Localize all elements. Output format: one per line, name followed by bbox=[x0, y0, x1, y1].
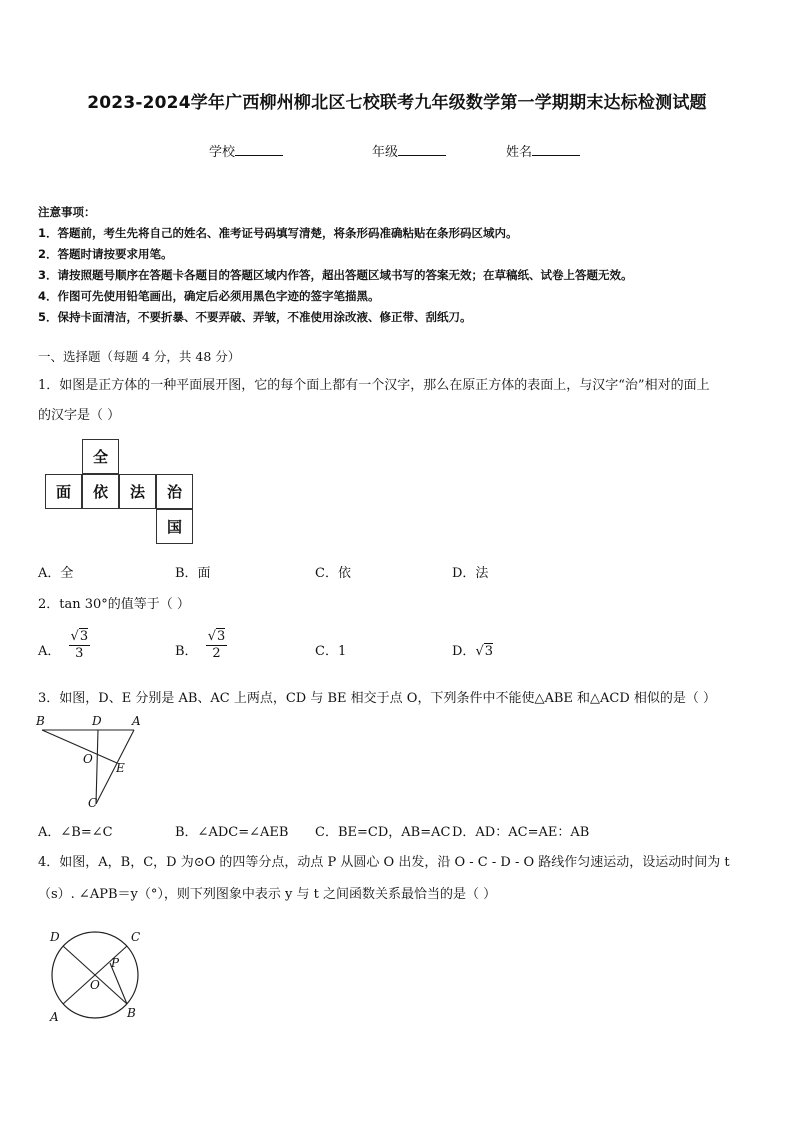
label-p: P bbox=[111, 956, 120, 970]
grade-blank bbox=[398, 144, 446, 156]
notes-block bbox=[38, 202, 758, 328]
section-heading: 一、选择题（每题 4 分，共 48 分） bbox=[38, 349, 241, 364]
q2-option-b[interactable] bbox=[175, 629, 227, 662]
page-title: 2023-2024学年广西柳州柳北区七校联考九年级数学第一学期期末达标检测试题 bbox=[87, 93, 707, 113]
q2-option-b-fraction: $\frac{√3}{2}$ bbox=[207, 629, 226, 661]
label-o: O bbox=[83, 752, 93, 766]
label-e: E bbox=[116, 761, 125, 775]
label-b: B bbox=[127, 1006, 136, 1020]
segment-be bbox=[42, 730, 117, 763]
notes-heading: 注意事项： bbox=[38, 205, 96, 219]
q3-option-d[interactable]: D．AD：AC=AE：AB bbox=[452, 825, 590, 840]
q2-option-a[interactable] bbox=[38, 629, 90, 662]
label-d: D bbox=[50, 930, 60, 944]
q3-text: 3．如图，D、E 分别是 AB、AC 上两点，CD 与 BE 相交于点 O，下列条件中不能使△ABE 和△ACD 相似的是（ ） bbox=[38, 691, 717, 706]
segment-ac bbox=[96, 730, 134, 804]
note-item: 3．请按照题号顺序在答题卡各题目的答题区域内作答，超出答题区域书写的答案无效；在草稿纸、试卷上答题无效。 bbox=[38, 268, 633, 282]
q2-option-d-root: √3 bbox=[475, 644, 494, 659]
net-cell: 依 bbox=[82, 474, 119, 509]
label-c: C bbox=[88, 796, 98, 810]
q1-line2: 的汉字是（ ） bbox=[38, 408, 121, 423]
q4-line2: （s）. ∠APB＝y（°），则下列图象中表示 y 与 t 之间函数关系最恰当的是（ ） bbox=[38, 887, 497, 902]
q2-option-d-label: D． bbox=[452, 644, 476, 659]
q2-option-a-denominator: 3 bbox=[75, 646, 84, 661]
school-label: 学校 bbox=[209, 145, 236, 160]
label-a: A bbox=[132, 714, 141, 728]
label-c: C bbox=[131, 930, 141, 944]
q2-option-b-numerator: 3 bbox=[217, 629, 226, 644]
label-a: A bbox=[50, 1010, 59, 1024]
net-cell: 面 bbox=[45, 474, 82, 509]
q2-text: 2．tan 30°的值等于（ ） bbox=[38, 597, 190, 612]
note-item: 4．作图可先使用铅笔画出，确定后必须用黑色字迹的签字笔描黑。 bbox=[38, 289, 380, 303]
note-item: 2．答题时请按要求用笔。 bbox=[38, 247, 173, 261]
q2-option-b-denominator: 2 bbox=[212, 646, 221, 661]
q1-option-d[interactable]: D．法 bbox=[452, 566, 489, 581]
q4-circle-figure bbox=[40, 925, 152, 1025]
grade-field bbox=[372, 141, 446, 160]
q3-triangle-figure bbox=[34, 712, 146, 812]
q3-option-a[interactable]: A．∠B=∠C bbox=[38, 825, 113, 840]
q2-option-b-label: B． bbox=[175, 644, 198, 659]
name-label: 姓名 bbox=[506, 145, 533, 160]
grade-label: 年级 bbox=[372, 145, 399, 160]
q2-option-d[interactable] bbox=[452, 640, 493, 659]
net-cell: 法 bbox=[119, 474, 156, 509]
name-blank bbox=[532, 144, 580, 156]
label-b: B bbox=[36, 714, 45, 728]
q1-options bbox=[38, 562, 758, 584]
q2-options bbox=[38, 628, 758, 668]
cube-net-figure bbox=[45, 439, 205, 549]
q1-option-c[interactable]: C．依 bbox=[315, 566, 351, 581]
net-cell: 治 bbox=[156, 474, 193, 509]
q2-option-a-label: A． bbox=[38, 644, 61, 659]
label-d: D bbox=[92, 714, 102, 728]
q3-options bbox=[38, 821, 758, 843]
q2-option-a-fraction: $\frac{√3}{3}$ bbox=[70, 629, 89, 661]
note-item: 5．保持卡面清洁，不要折暴、不要弄破、弄皱，不准使用涂改液、修正带、刮纸刀。 bbox=[38, 310, 472, 324]
school-field bbox=[209, 141, 283, 160]
q1-option-a[interactable]: A．全 bbox=[38, 566, 74, 581]
label-o: O bbox=[90, 978, 100, 992]
q1-option-b[interactable]: B．面 bbox=[175, 566, 211, 581]
name-field bbox=[506, 141, 580, 160]
school-blank bbox=[235, 144, 283, 156]
net-cell: 国 bbox=[156, 509, 193, 544]
note-item: 1．答题前，考生先将自己的姓名、准考证号码填写清楚，将条形码准确粘贴在条形码区域内。 bbox=[38, 226, 518, 240]
q4-line1: 4．如图，A，B，C，D 为⊙O 的四等分点，动点 P 从圆心 O 出发，沿 O - C - D - O 路线作匀速运动，设运动时间为 t bbox=[38, 855, 730, 870]
segment-cd bbox=[96, 730, 98, 804]
net-cell: 全 bbox=[82, 439, 119, 474]
q2-option-a-numerator: 3 bbox=[79, 629, 89, 644]
q1-line1: 1．如图是正方体的一种平面展开图，它的每个面上都有一个汉字，那么在原正方体的表面上，与汉字“治”相对的面上 bbox=[38, 378, 710, 393]
q3-option-b[interactable]: B．∠ADC=∠AEB bbox=[175, 825, 289, 840]
q3-option-c[interactable]: C．BE=CD，AB=AC bbox=[315, 825, 451, 840]
q2-option-c[interactable]: C．1 bbox=[315, 644, 347, 659]
